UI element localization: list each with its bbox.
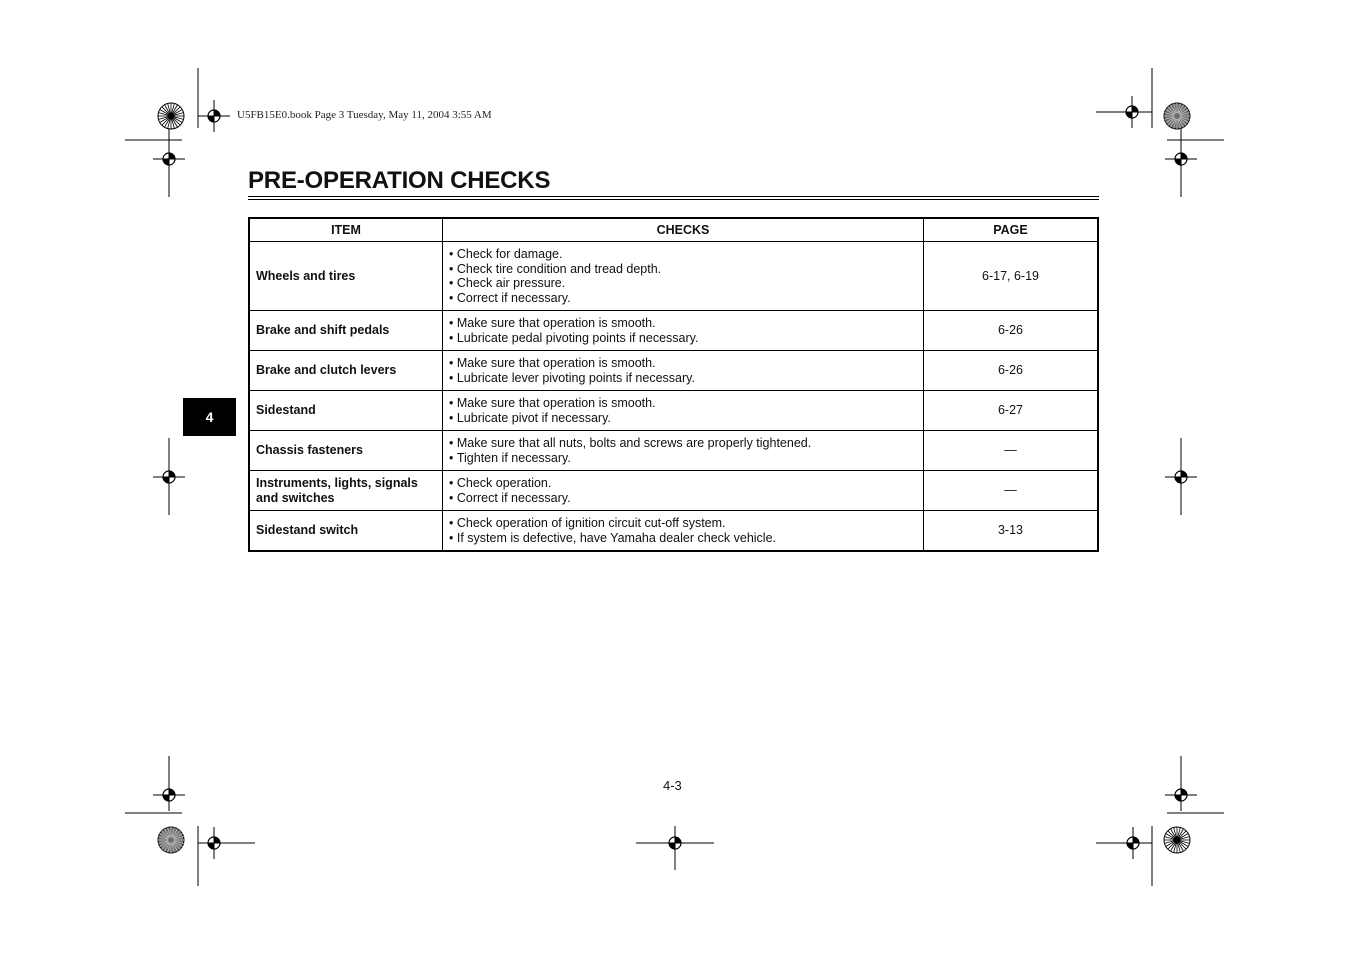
pre-operation-checks-table [248, 217, 1099, 552]
checks-list [449, 436, 917, 465]
check-item: • Check operation. [449, 476, 917, 491]
item-cell: Sidestand switch [249, 511, 443, 552]
item-cell: Brake and clutch levers [249, 351, 443, 391]
table-row [249, 351, 1098, 391]
page-reference-cell: 6-17, 6-19 [924, 242, 1099, 311]
checks-list [449, 356, 917, 385]
item-cell: Chassis fasteners [249, 431, 443, 471]
check-item: • Tighten if necessary. [449, 451, 917, 466]
page-reference-cell: 6-26 [924, 351, 1099, 391]
column-header-item: ITEM [249, 218, 443, 242]
check-item: • Lubricate pedal pivoting points if necessary. [449, 331, 917, 346]
check-item: • Make sure that operation is smooth. [449, 396, 917, 411]
check-item: • Check tire condition and tread depth. [449, 262, 917, 277]
item-cell: Sidestand [249, 391, 443, 431]
check-item: • Make sure that operation is smooth. [449, 316, 917, 331]
page-reference-cell: 3-13 [924, 511, 1099, 552]
page-title: PRE-OPERATION CHECKS [248, 167, 551, 194]
table-row [249, 431, 1098, 471]
check-item: • Lubricate lever pivoting points if necessary. [449, 371, 917, 386]
title-rule [248, 196, 1099, 197]
check-item: • Correct if necessary. [449, 291, 917, 306]
checks-list [449, 516, 917, 545]
checks-list [449, 396, 917, 425]
checks-cell [443, 242, 924, 311]
table-row [249, 511, 1098, 552]
check-item: • Check for damage. [449, 247, 917, 262]
color-wheel-icon [158, 103, 184, 129]
checks-cell [443, 511, 924, 552]
check-item: • Make sure that operation is smooth. [449, 356, 917, 371]
check-item: • Correct if necessary. [449, 491, 917, 506]
checks-cell [443, 431, 924, 471]
checks-cell [443, 351, 924, 391]
item-cell: Brake and shift pedals [249, 311, 443, 351]
checks-list [449, 247, 917, 305]
page-reference-cell: — [924, 431, 1099, 471]
page-reference-cell: — [924, 471, 1099, 511]
page-number: 4-3 [663, 778, 682, 793]
item-cell: Instruments, lights, signals and switches [249, 471, 443, 511]
page-reference-cell: 6-27 [924, 391, 1099, 431]
check-item: • Make sure that all nuts, bolts and screws are properly tightened. [449, 436, 917, 451]
table-header-row [249, 218, 1098, 242]
column-header-checks: CHECKS [443, 218, 924, 242]
table-row [249, 391, 1098, 431]
checks-cell [443, 471, 924, 511]
book-file-info: U5FB15E0.book Page 3 Tuesday, May 11, 2004 3:55 AM [237, 109, 492, 121]
page-reference-cell: 6-26 [924, 311, 1099, 351]
column-header-page: PAGE [924, 218, 1099, 242]
check-item: • If system is defective, have Yamaha dealer check vehicle. [449, 531, 917, 546]
color-wheel-icon [158, 827, 184, 853]
item-cell: Wheels and tires [249, 242, 443, 311]
checks-list [449, 476, 917, 505]
check-item: • Lubricate pivot if necessary. [449, 411, 917, 426]
checks-list [449, 316, 917, 345]
color-wheel-icon [1164, 827, 1190, 853]
table-row [249, 471, 1098, 511]
check-item: • Check operation of ignition circuit cut-off system. [449, 516, 917, 531]
table-row [249, 242, 1098, 311]
title-rule [248, 199, 1099, 200]
color-wheel-icon [1164, 103, 1190, 129]
table-row [249, 311, 1098, 351]
checks-cell [443, 311, 924, 351]
chapter-tab: 4 [183, 398, 236, 436]
checks-cell [443, 391, 924, 431]
check-item: • Check air pressure. [449, 276, 917, 291]
